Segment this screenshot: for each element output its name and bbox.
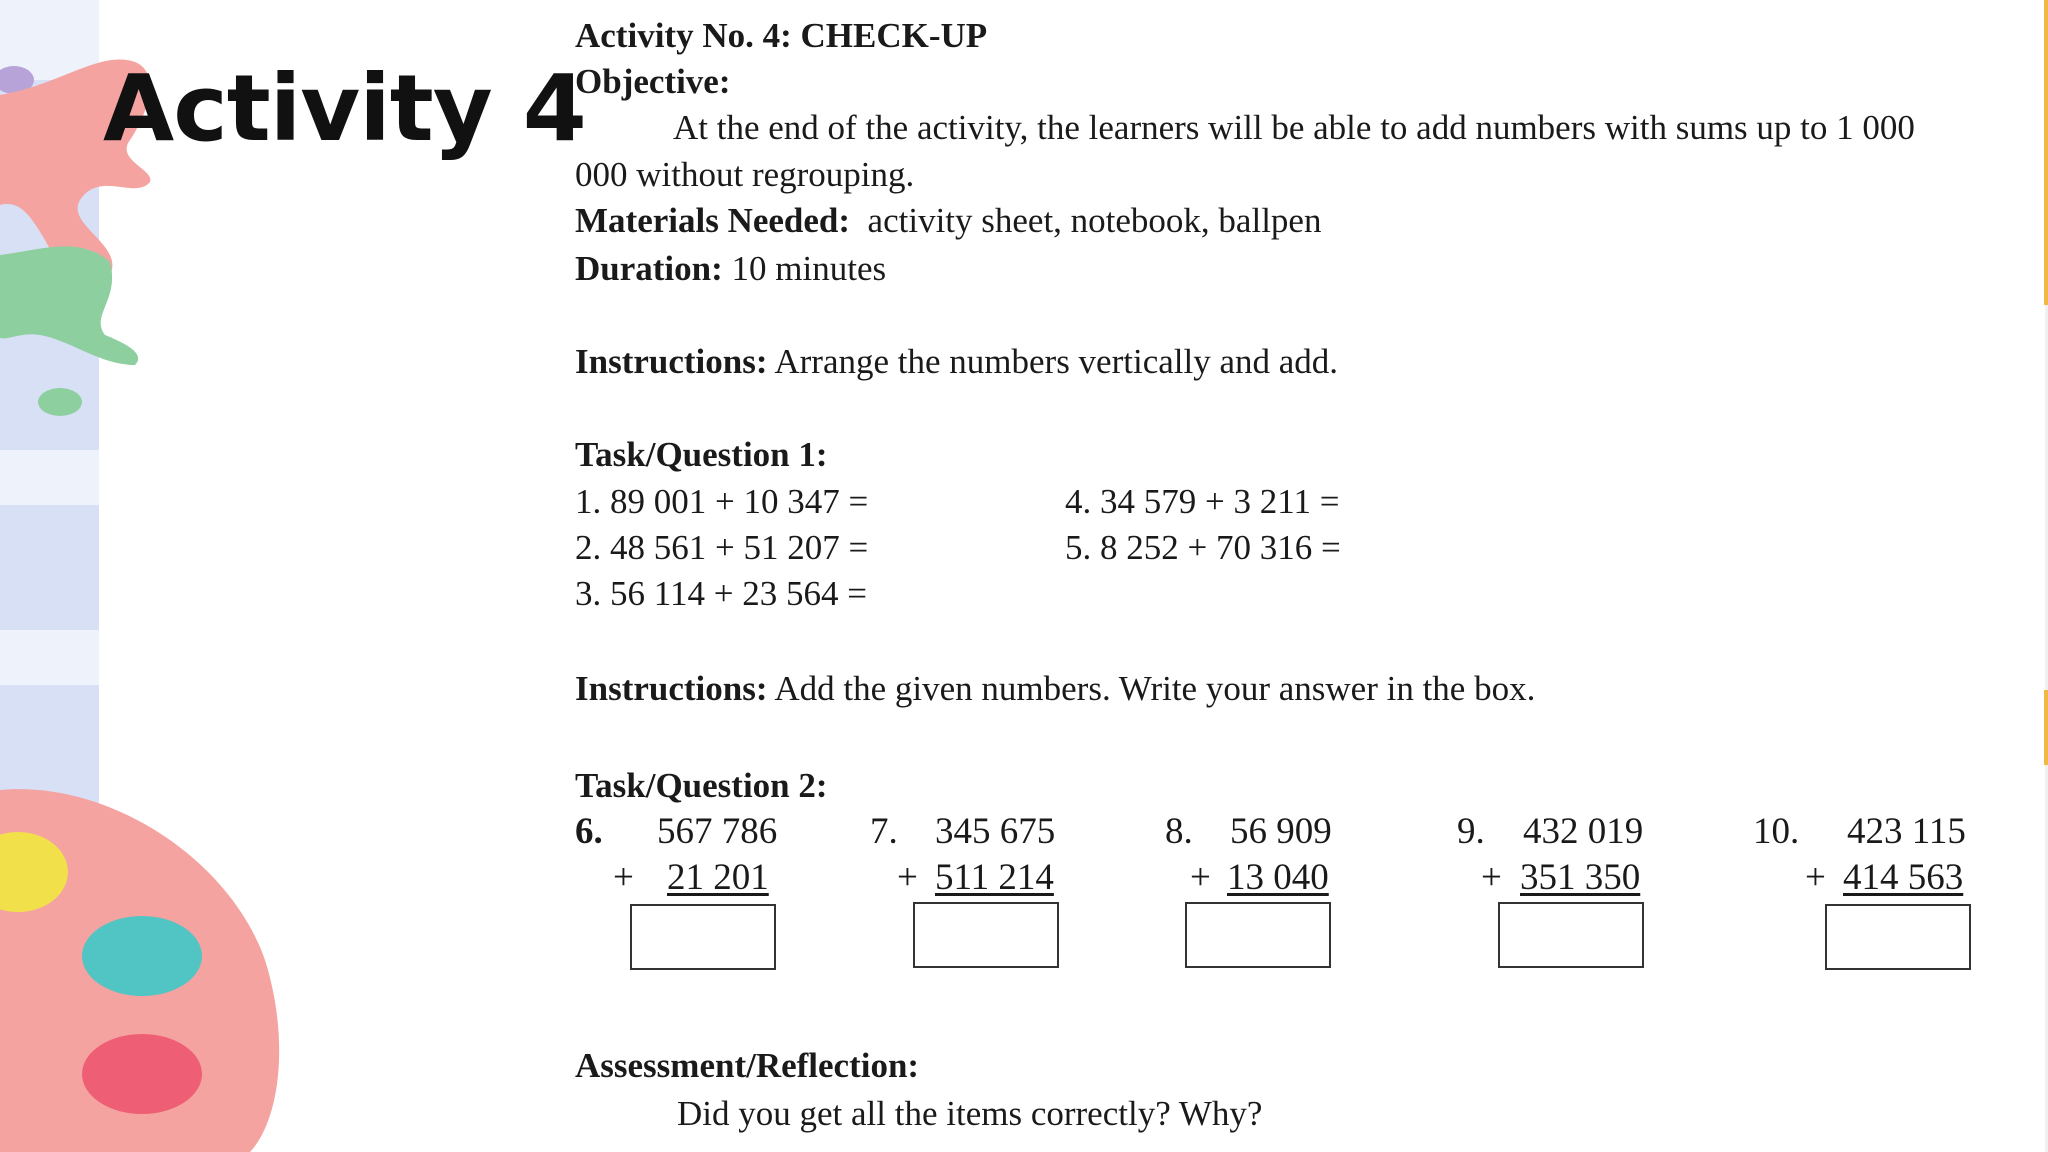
addend-top: 567 786 (657, 811, 778, 852)
plus-sign: + (1805, 857, 1826, 898)
instructions-1-label: Instructions: (575, 342, 768, 381)
addend-bottom: 414 563 (1843, 857, 1964, 898)
duration-label: Duration: (575, 249, 723, 288)
right-edge-accent (2044, 690, 2048, 765)
answer-box[interactable] (913, 902, 1059, 968)
green-dot (38, 388, 82, 416)
objective-text: At the end of the activity, the learners will be able to add numbers with sums up to 1 000 (673, 108, 1915, 147)
assessment-label: Assessment/Reflection: (575, 1046, 920, 1085)
problem-number: 9. (1457, 811, 1485, 852)
objective-label: Objective: (575, 62, 731, 101)
addend-bottom: 13 040 (1227, 857, 1329, 898)
task-1-item: 3. 56 114 + 23 564 = (575, 574, 867, 613)
task-1-item: 5. 8 252 + 70 316 = (1065, 528, 1341, 567)
instructions-1 (575, 342, 1338, 382)
instructions-1-value: Arrange the numbers vertically and add. (774, 342, 1339, 381)
materials-value: activity sheet, notebook, ballpen (867, 201, 1322, 240)
plus-sign: + (1481, 857, 1502, 898)
objective-text-continued: 000 without regrouping. (575, 155, 915, 194)
addend-top: 56 909 (1230, 811, 1332, 852)
slide-title: Activity 4 (103, 55, 586, 162)
answer-box[interactable] (1498, 902, 1644, 968)
addend-bottom: 511 214 (935, 857, 1054, 898)
plus-sign: + (897, 857, 918, 898)
task-1-item: 2. 48 561 + 51 207 = (575, 528, 869, 567)
problem-number: 8. (1165, 811, 1193, 852)
paint-splash-decoration (0, 0, 300, 1152)
addend-bottom: 21 201 (667, 857, 769, 898)
problem-number: 6. (575, 811, 603, 852)
instructions-2-value: Add the given numbers. Write your answer in the box. (774, 669, 1536, 708)
duration-value: 10 minutes (731, 249, 887, 288)
plus-sign: + (613, 857, 634, 898)
task-1-item: 1. 89 001 + 10 347 = (575, 482, 869, 521)
answer-box[interactable] (1825, 904, 1971, 970)
activity-heading: Activity No. 4: CHECK-UP (575, 16, 988, 55)
addend-top: 423 115 (1847, 811, 1966, 852)
materials-row (575, 201, 1321, 241)
red-paint-dot (82, 1034, 202, 1114)
green-splash (0, 246, 138, 365)
answer-box[interactable] (1185, 902, 1331, 968)
addend-top: 345 675 (935, 811, 1056, 852)
problem-number: 10. (1753, 811, 1800, 852)
task-2-label: Task/Question 2: (575, 766, 828, 805)
teal-paint-dot (82, 916, 202, 996)
plus-sign: + (1190, 857, 1211, 898)
instructions-2-label: Instructions: (575, 669, 768, 708)
instructions-2 (575, 669, 1535, 709)
addend-top: 432 019 (1523, 811, 1644, 852)
materials-label: Materials Needed: (575, 201, 851, 240)
task-1-item: 4. 34 579 + 3 211 = (1065, 482, 1340, 521)
task-1-label: Task/Question 1: (575, 435, 828, 474)
duration-row (575, 249, 886, 289)
right-edge-accent (2044, 0, 2048, 305)
assessment-text: Did you get all the items correctly? Why? (677, 1094, 1263, 1133)
answer-box[interactable] (630, 904, 776, 970)
addend-bottom: 351 350 (1520, 857, 1641, 898)
problem-number: 7. (870, 811, 898, 852)
